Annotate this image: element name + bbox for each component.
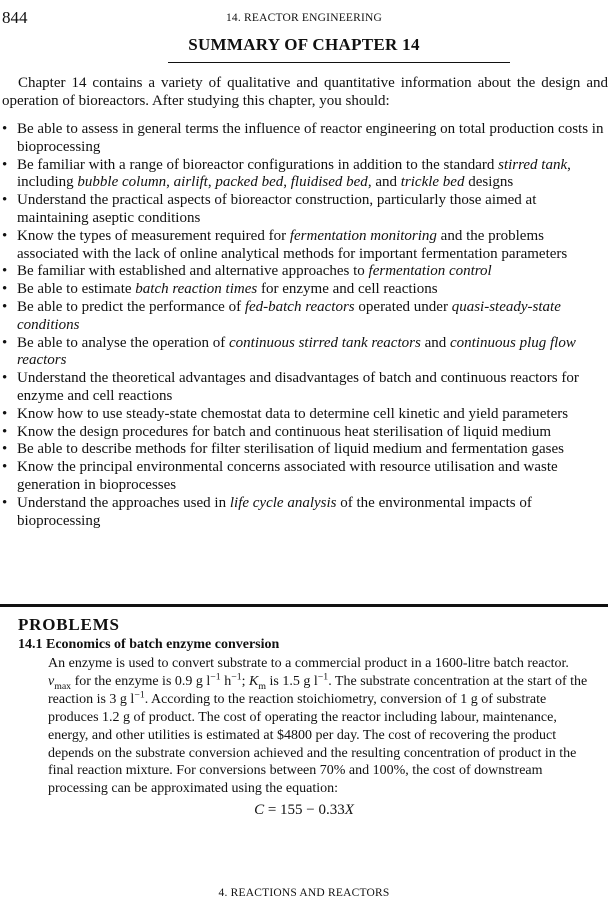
list-item: • Know the types of measurement required for fermentation monitoring and the problems associated with the lack of online analytical methods for important fermentation parameters — [2, 227, 568, 262]
bullet-icon: • — [2, 423, 8, 440]
list-item: • Know the principal environmental concerns associated with resource utilisation and waste generation in bioprocesses — [2, 459, 558, 493]
list-item: • Know the design procedures for batch and continuous heat sterilisation of liquid medium — [2, 423, 552, 440]
problem-title: 14.1 Economics of batch enzyme conversion — [18, 637, 280, 652]
cost-equation: C = 155 − 0.33X — [254, 802, 354, 818]
page-header — [0, 4, 608, 30]
list-item: • Be able to describe methods for filter sterilisation of liquid medium and fermentation gases — [2, 441, 564, 458]
list-item: • Be familiar with established and alternative approaches to fermentation control — [2, 263, 492, 280]
problems-heading: PROBLEMS — [18, 615, 120, 634]
bullet-icon: • — [2, 281, 8, 298]
bullet-icon: • — [2, 192, 8, 209]
bullet-icon: • — [2, 298, 8, 315]
problem-statement: An enzyme is used to convert substrate to a commercial product in a 1600-litre batch reactor. $v_{max}$ for the enzyme is 0.9 g $l^{-1}$ $h^{-1}$; $K_m$ is 1.5 g $l^{-1}$. The substrate concentration at the start of the reaction is 3 g $l^{-1}$. According to the reaction stoichiometry, conversion of 1 g of substrate produces 1.2 g of product. The cost of operating the reactor including labour, maintenance, energy, and other utilities is estimated at $4800 per day. The cost of recovering the product depends on the substrate conversion achieved and the resulting concentration of product in the final reaction mixture. For conversions between 70% and 100%, the cost of downstream processing can be approximated using the equation: — [48, 656, 588, 797]
chapter-summary-title: SUMMARY OF CHAPTER 14 — [188, 35, 420, 54]
list-item: • Understand the approaches used in life cycle analysis of the environmental impacts of bioprocessing — [2, 494, 532, 529]
bullet-icon: • — [2, 227, 8, 244]
intro-paragraph: Chapter 14 contains a variety of qualitative and quantitative information about the design and operation of bioreactors. After studying this chapter, you should: — [2, 75, 608, 109]
list-item: • Understand the practical aspects of bioreactor construction, particularly those aimed at maintaining aseptic conditions — [2, 192, 537, 226]
list-item: • Be able to predict the performance of fed-batch reactors operated under quasi-steady-state conditions — [2, 298, 561, 333]
title-underline — [168, 62, 510, 63]
list-item: • Be able to assess in general terms the influence of reactor engineering on total production costs in bioprocessing — [2, 121, 604, 155]
bullet-icon: • — [2, 156, 8, 173]
page-number: 844 — [2, 8, 28, 27]
bullet-icon: • — [2, 334, 8, 351]
bullet-icon: • — [2, 263, 8, 280]
bullet-icon: • — [2, 441, 8, 458]
list-item: • Be able to analyse the operation of continuous stirred tank reactors and continuous plug flow reactors — [2, 334, 576, 369]
bullet-icon: • — [2, 459, 8, 476]
page-footer: 4. REACTIONS AND REACTORS — [218, 887, 390, 899]
learning-objectives-list — [0, 121, 604, 530]
list-item: • Be able to estimate batch reaction times for enzyme and cell reactions — [2, 281, 438, 298]
list-item: • Be familiar with a range of bioreactor configurations in addition to the standard stirred tank, including bubble column, airlift, packed bed, fluidised bed, and trickle bed designs — [2, 156, 571, 191]
bullet-icon: • — [2, 370, 8, 387]
running-head: 14. REACTOR ENGINEERING — [225, 12, 383, 24]
list-item: • Understand the theoretical advantages and disadvantages of batch and continuous reactors for enzyme and cell reactions — [2, 370, 579, 404]
section-divider — [0, 604, 608, 607]
bullet-icon: • — [2, 494, 8, 511]
list-item: • Know how to use steady-state chemostat data to determine cell kinetic and yield parameters — [2, 405, 569, 422]
bullet-icon: • — [2, 405, 8, 422]
bullet-icon: • — [2, 121, 8, 137]
